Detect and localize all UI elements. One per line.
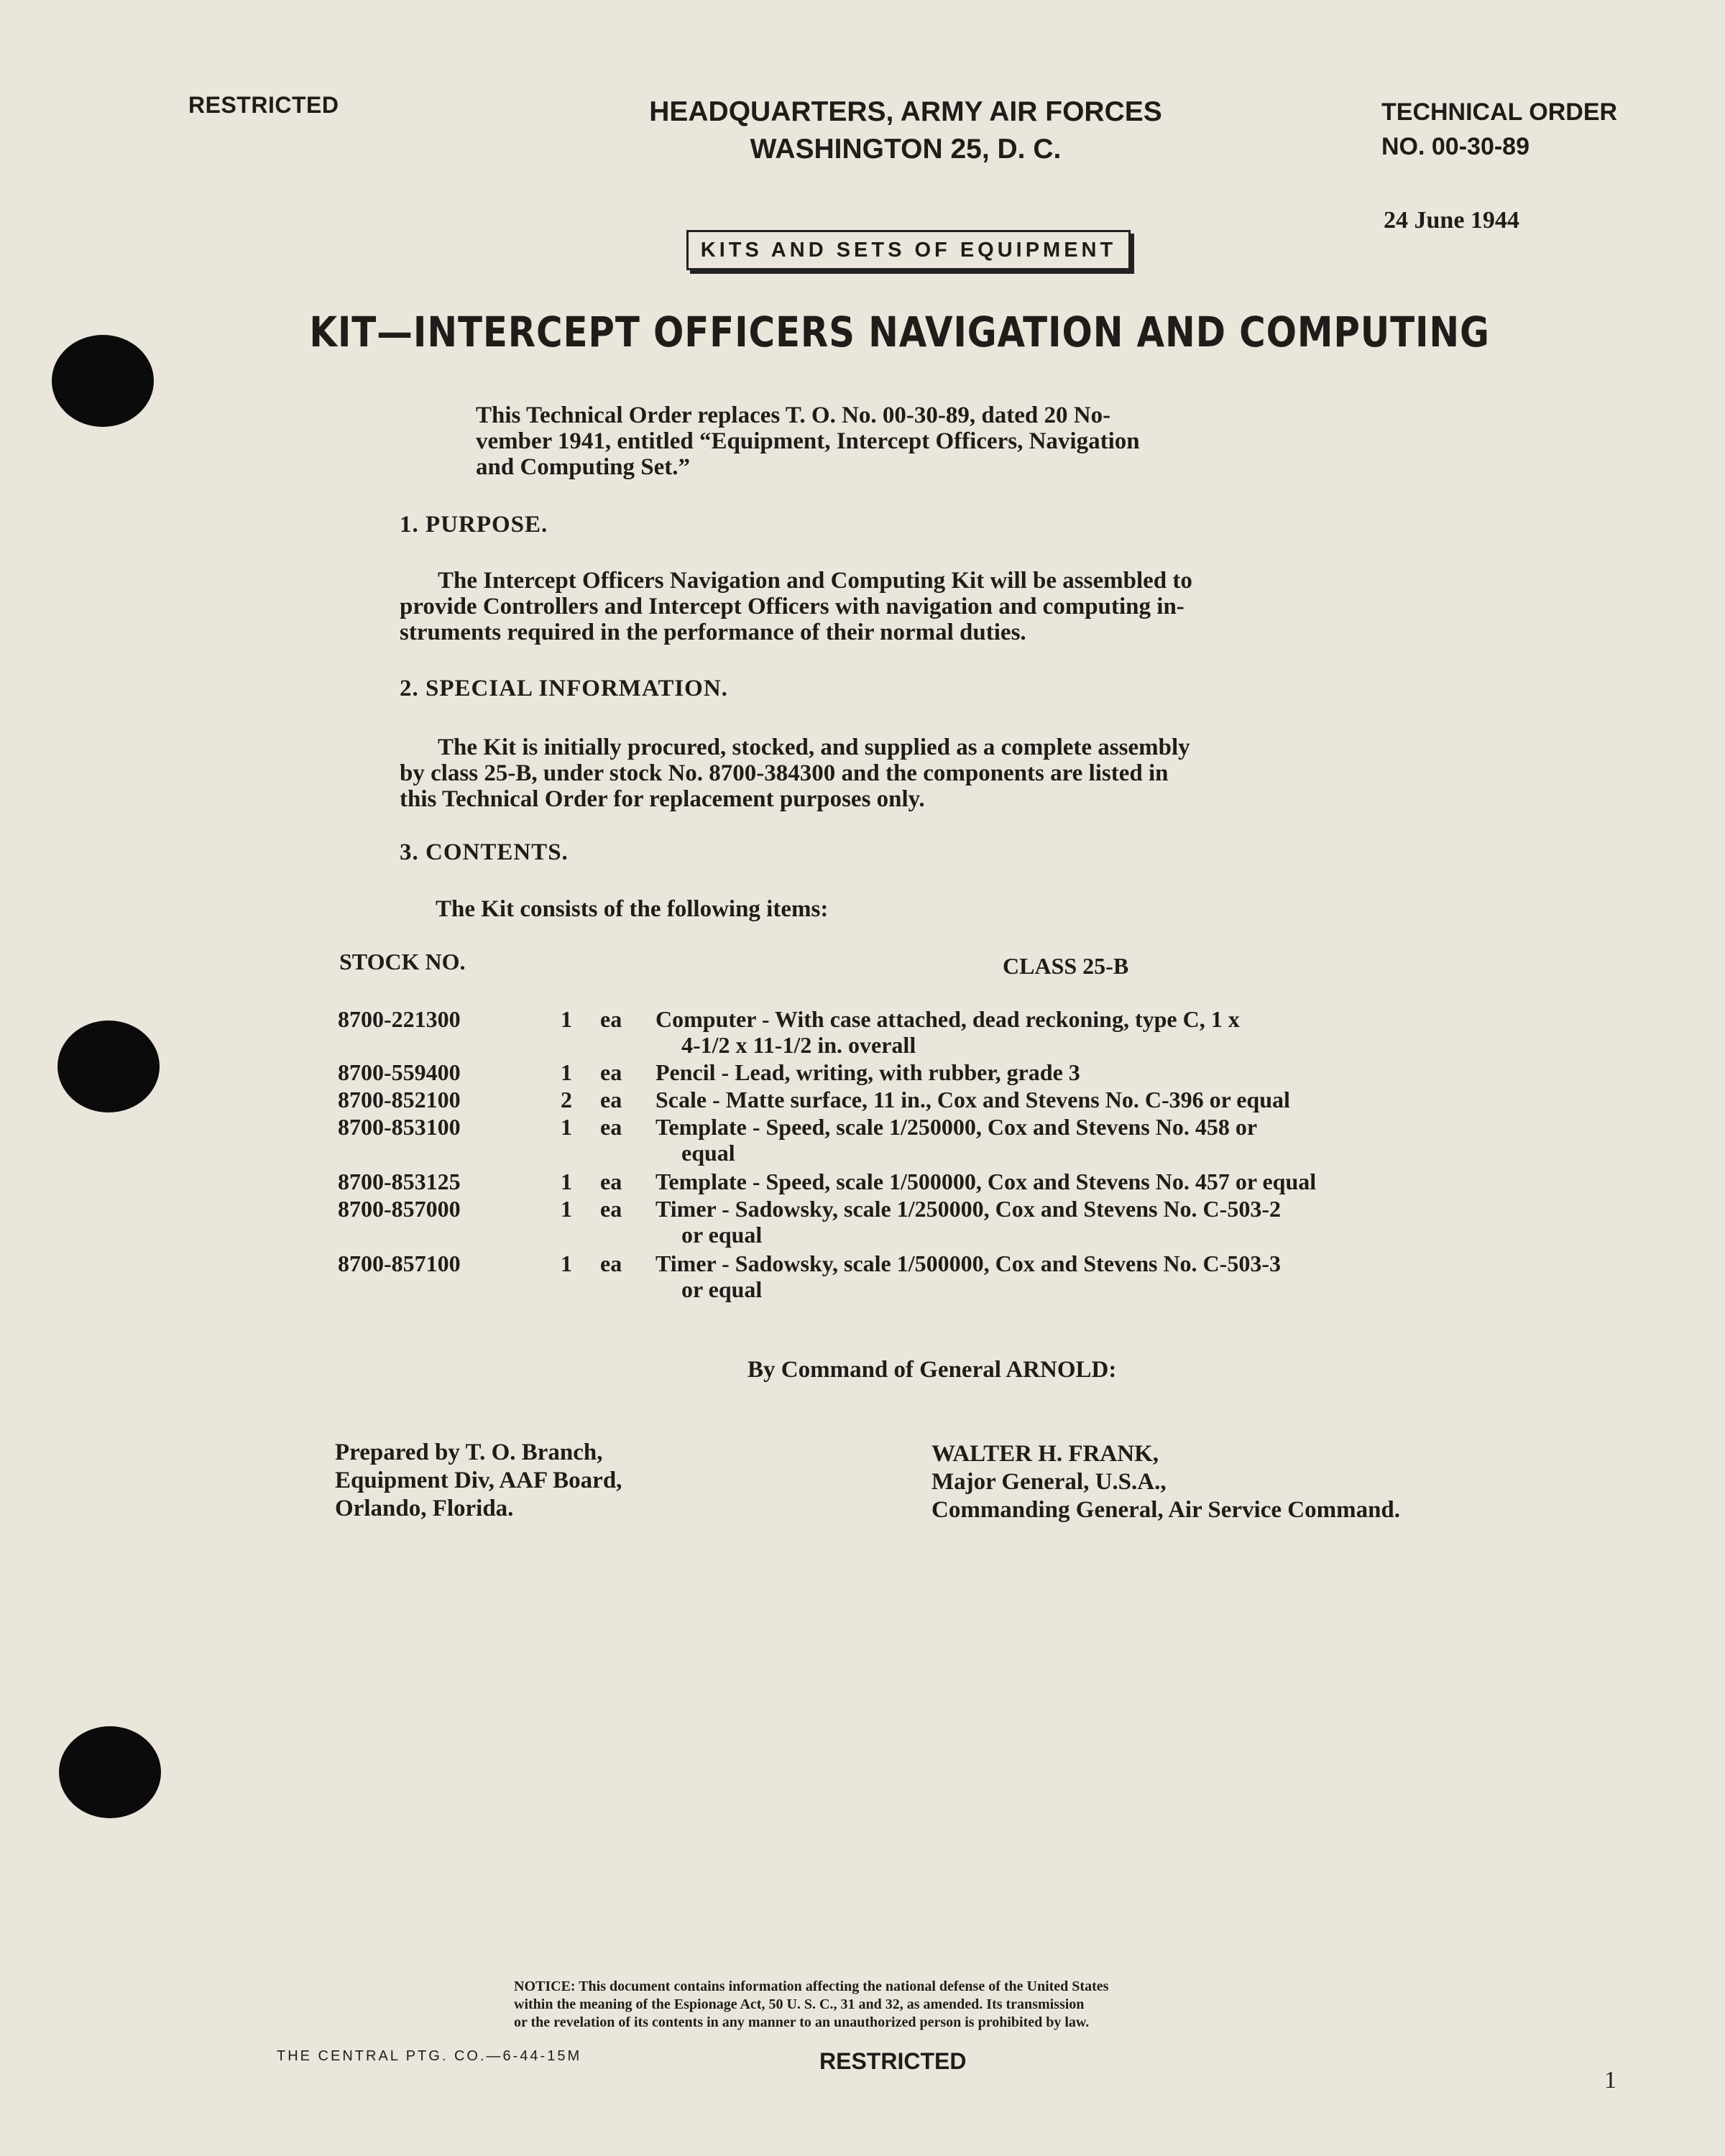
stock-number: 8700-853100 <box>338 1114 461 1140</box>
intro-line: vember 1941, entitled “Equipment, Intercept Officers, Navigation <box>476 428 1140 454</box>
signature-block <box>932 1440 1400 1524</box>
special-information-paragraph <box>400 734 1374 812</box>
column-header-stock-no: STOCK NO. <box>339 949 466 975</box>
description-continuation: or equal <box>681 1222 763 1248</box>
paragraph-line: struments required in the performance of their normal duties. <box>400 619 1026 645</box>
unit: ea <box>600 1250 622 1276</box>
prepared-by-block <box>335 1439 622 1523</box>
description-text: Pencil - Lead, writing, with rubber, grade 3 <box>656 1059 1080 1085</box>
to-line-2: NO. 00-30-89 <box>1381 133 1530 160</box>
printer-imprint: THE CENTRAL PTG. CO.—6-44-15M <box>277 2048 582 2064</box>
intro-line: and Computing Set.” <box>476 454 690 480</box>
notice-line: NOTICE: This document contains information affecting the national defense of the United States <box>514 1978 1109 1994</box>
category-box: KITS AND SETS OF EQUIPMENT <box>686 230 1131 270</box>
column-header-class: CLASS 25-B <box>1003 953 1129 979</box>
paragraph-line: The Intercept Officers Navigation and Computing Kit will be assembled to <box>438 568 1192 594</box>
hq-line-1: HEADQUARTERS, ARMY AIR FORCES <box>649 96 1162 127</box>
description-continuation: or equal <box>681 1276 763 1302</box>
description-text: Timer - Sadowsky, scale 1/250000, Cox and Stevens No. C-503-2 <box>656 1196 1281 1222</box>
unit: ea <box>600 1059 622 1085</box>
contents-intro: The Kit consists of the following items: <box>436 896 829 922</box>
item-description <box>656 1006 1518 1058</box>
hq-line-2: WASHINGTON 25, D. C. <box>750 134 1062 165</box>
signer-line: Major General, U.S.A., <box>932 1469 1167 1495</box>
classification-bottom: RESTRICTED <box>819 2048 967 2074</box>
item-description <box>656 1196 1518 1248</box>
description-text: Timer - Sadowsky, scale 1/500000, Cox and Stevens No. C-503-3 <box>656 1250 1281 1276</box>
quantity: 1 <box>561 1006 572 1032</box>
item-description <box>656 1087 1518 1112</box>
paragraph-line: provide Controllers and Intercept Officers with navigation and computing in- <box>400 594 1184 619</box>
command-line: By Command of General ARNOLD: <box>748 1357 1117 1383</box>
description-text: Template - Speed, scale 1/500000, Cox and Stevens No. 457 or equal <box>656 1169 1317 1194</box>
signer-line: Commanding General, Air Service Command. <box>932 1497 1401 1523</box>
paragraph-line: The Kit is initially procured, stocked, and supplied as a complete assembly <box>438 734 1190 760</box>
quantity: 2 <box>561 1087 572 1112</box>
item-description <box>656 1169 1518 1194</box>
unit: ea <box>600 1114 622 1140</box>
quantity: 1 <box>561 1250 572 1276</box>
section-heading-contents: 3. CONTENTS. <box>400 839 569 865</box>
page-number: 1 <box>1604 2067 1616 2093</box>
description-text: Scale - Matte surface, 11 in., Cox and Stevens No. C-396 or equal <box>656 1087 1290 1112</box>
item-description <box>656 1059 1518 1085</box>
to-line-1: TECHNICAL ORDER <box>1381 98 1618 126</box>
description-text: Computer - With case attached, dead reckoning, type C, 1 x <box>656 1006 1240 1032</box>
binder-hole-middle <box>58 1021 160 1112</box>
quantity: 1 <box>561 1196 572 1222</box>
stock-number: 8700-857000 <box>338 1196 461 1222</box>
paragraph-line: by class 25-B, under stock No. 8700-384300 and the components are listed in <box>400 760 1169 786</box>
description-continuation: equal <box>681 1140 735 1166</box>
quantity: 1 <box>561 1114 572 1140</box>
prepared-by-line: Equipment Div, AAF Board, <box>335 1468 622 1493</box>
notice-line: within the meaning of the Espionage Act, 50 U. S. C., 31 and 32, as amended. Its transmission <box>514 1996 1085 2012</box>
stock-number: 8700-221300 <box>338 1006 461 1032</box>
section-heading-purpose: 1. PURPOSE. <box>400 512 548 538</box>
item-description <box>656 1114 1518 1166</box>
technical-order-number <box>1381 95 1617 164</box>
intro-paragraph <box>476 402 1302 480</box>
prepared-by-line: Prepared by T. O. Branch, <box>335 1439 603 1465</box>
binder-hole-bottom <box>59 1726 161 1818</box>
signer-line: WALTER H. FRANK, <box>932 1441 1159 1467</box>
item-description <box>656 1250 1518 1302</box>
purpose-paragraph <box>400 568 1374 645</box>
stock-number: 8700-852100 <box>338 1087 461 1112</box>
description-text: Template - Speed, scale 1/250000, Cox and Stevens No. 458 or <box>656 1114 1258 1140</box>
unit: ea <box>600 1196 622 1222</box>
description-continuation: 4-1/2 x 11-1/2 in. overall <box>681 1032 916 1058</box>
unit: ea <box>600 1087 622 1112</box>
unit: ea <box>600 1006 622 1032</box>
classification-top: RESTRICTED <box>188 92 339 118</box>
issue-date: 24 June 1944 <box>1384 207 1519 234</box>
security-notice <box>514 1978 1333 2032</box>
prepared-by-line: Orlando, Florida. <box>335 1496 514 1521</box>
stock-number: 8700-559400 <box>338 1059 461 1085</box>
stock-number: 8700-853125 <box>338 1169 461 1194</box>
intro-line: This Technical Order replaces T. O. No. 00-30-89, dated 20 No- <box>476 402 1111 428</box>
paragraph-line: this Technical Order for replacement purposes only. <box>400 786 925 812</box>
unit: ea <box>600 1169 622 1194</box>
quantity: 1 <box>561 1169 572 1194</box>
document-title: KIT—INTERCEPT OFFICERS NAVIGATION AND COMPUTING <box>309 308 1490 356</box>
notice-line: or the revelation of its contents in any manner to an unauthorized person is prohibited by law. <box>514 2014 1090 2030</box>
stock-number: 8700-857100 <box>338 1250 461 1276</box>
quantity: 1 <box>561 1059 572 1085</box>
section-heading-special-information: 2. SPECIAL INFORMATION. <box>400 676 728 701</box>
